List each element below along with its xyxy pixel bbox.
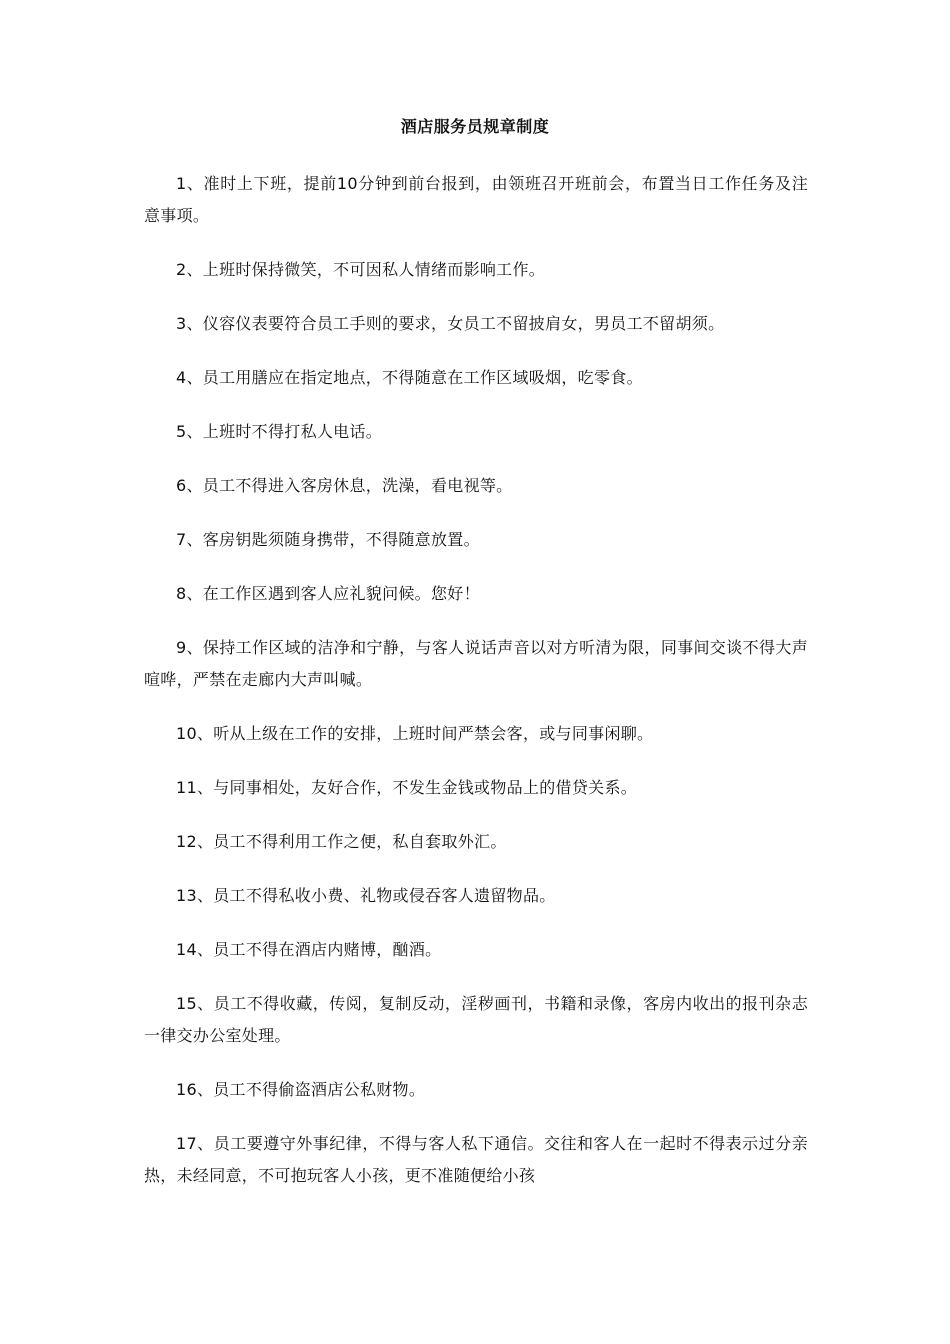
rule-item: 13、员工不得私收小费、礼物或侵吞客人遗留物品。 xyxy=(176,886,556,905)
rule-item: 5、上班时不得打私人电话。 xyxy=(176,422,383,441)
rule-item: 9、保持工作区域的洁净和宁静，与客人说话声音以对方听清为限，同事间交谈不得大声喧哗，严禁在走廊内大声叫喊。 xyxy=(144,638,808,689)
rule-item: 16、员工不得偷盗酒店公私财物。 xyxy=(176,1080,426,1099)
rule-item: 10、听从上级在工作的安排，上班时间严禁会客，或与同事闲聊。 xyxy=(176,724,654,743)
rule-item: 15、员工不得收藏，传阅，复制反动，淫秽画刊，书籍和录像，客房内收出的报刊杂志一律交办公室处理。 xyxy=(144,994,808,1045)
rule-item: 1、准时上下班，提前10分钟到前台报到，由领班召开班前会，布置当日工作任务及注意事项。 xyxy=(144,174,808,225)
rule-item: 11、与同事相处，友好合作，不发生金钱或物品上的借贷关系。 xyxy=(176,778,638,797)
rule-item: 8、在工作区遇到客人应礼貌问候。您好！ xyxy=(176,584,480,603)
document-title: 酒店服务员规章制度 xyxy=(400,117,550,136)
rule-item: 2、上班时保持微笑，不可因私人情绪而影响工作。 xyxy=(176,260,546,279)
rule-item: 6、员工不得进入客房休息，洗澡，看电视等。 xyxy=(176,476,513,495)
rules-list xyxy=(144,168,808,1214)
rule-item: 3、仪容仪表要符合员工手则的要求，女员工不留披肩女，男员工不留胡须。 xyxy=(176,314,725,333)
rule-item: 14、员工不得在酒店内赌博，酗酒。 xyxy=(176,940,442,959)
rule-item: 4、员工用膳应在指定地点，不得随意在工作区域吸烟，吃零食。 xyxy=(176,368,643,387)
rule-item: 12、员工不得利用工作之便，私自套取外汇。 xyxy=(176,832,507,851)
rule-item: 7、客房钥匙须随身携带，不得随意放置。 xyxy=(176,530,480,549)
rule-item: 17、员工要遵守外事纪律，不得与客人私下通信。交往和客人在一起时不得表示过分亲热，未经同意，不可抱玩客人小孩，更不准随便给小孩 xyxy=(144,1134,808,1185)
